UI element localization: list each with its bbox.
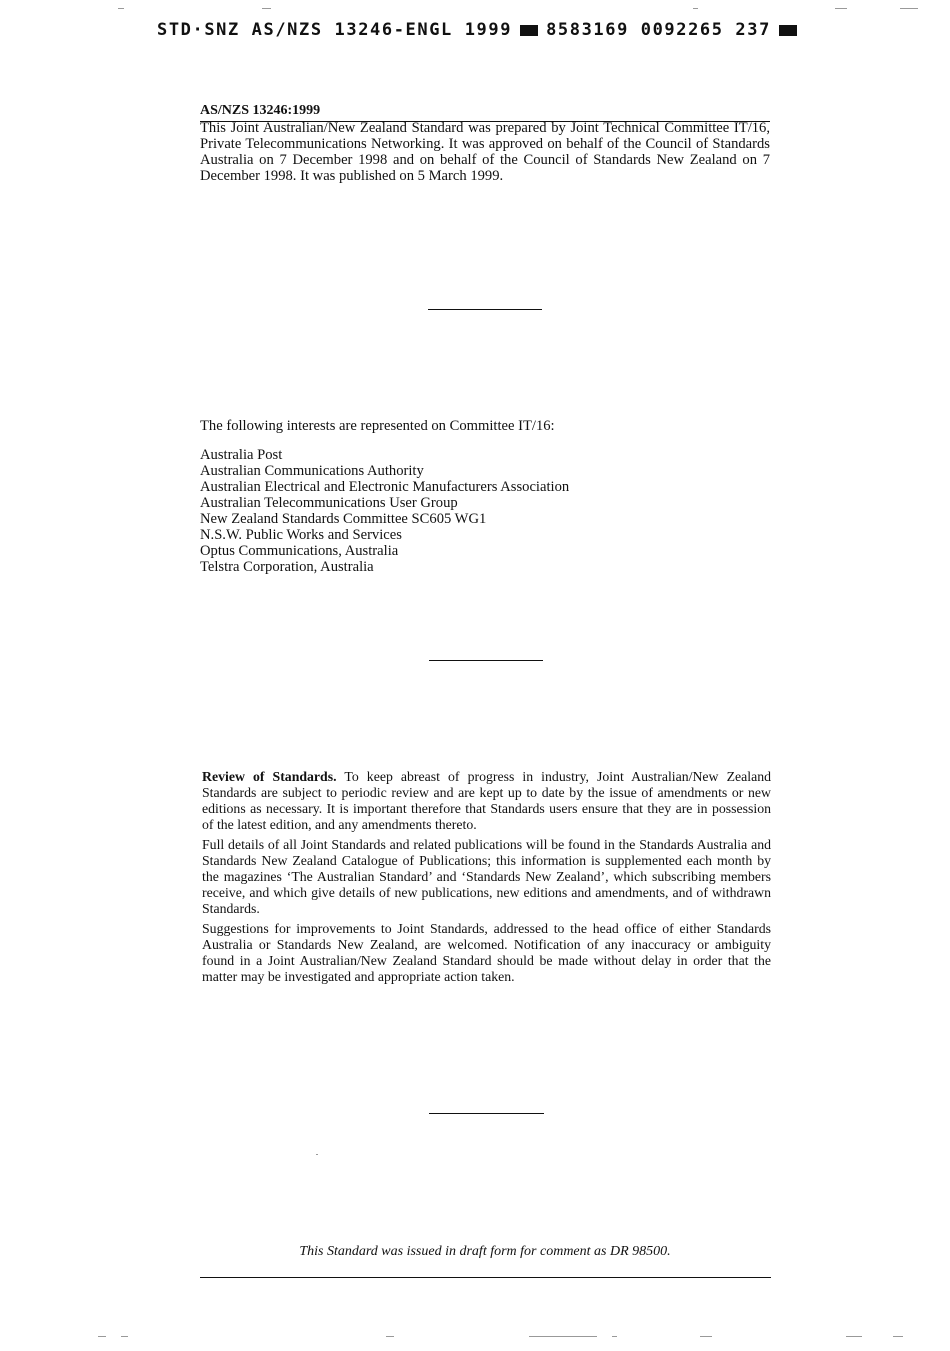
scan-speck [846, 1336, 862, 1337]
review-paragraph-1 [202, 769, 771, 833]
scan-header-left: STD·SNZ AS/NZS 13246-ENGL 1999 [157, 20, 513, 40]
preparation-statement: This Joint Australian/New Zealand Standard was prepared by Joint Technical Committee IT/16, Private Telecommunications Networking. It was approved on behalf of the Council of Standards Australia on 7 December 1998 and on behalf of the Council of Standards New Zealand on 7 December 1998. It was published on 5 March 1999. [200, 120, 770, 184]
review-paragraph-1-text: To keep abreast of progress in industry, Joint Australian/New Zealand Standards are subject to periodic review and are kept up to date by the issue of amendments or new editions as necessary. It is important therefore that Standards users ensure that they are in possession of the latest edition, and any amendments thereto. [202, 769, 772, 832]
section-divider-2 [429, 660, 543, 661]
committee-member: N.S.W. Public Works and Services [200, 527, 402, 543]
committee-member: Australian Telecommunications User Group [200, 495, 458, 511]
scan-speck [98, 1336, 106, 1337]
scan-speck [316, 1154, 318, 1155]
redaction-block-end [779, 25, 797, 36]
scan-speck [693, 8, 698, 9]
scan-speck [835, 8, 847, 9]
redaction-block [520, 25, 538, 36]
scan-speck [262, 8, 271, 9]
scan-speck [700, 1336, 712, 1337]
draft-note: This Standard was issued in draft form for comment as DR 98500. [299, 1244, 671, 1259]
committee-member-list [200, 447, 569, 575]
review-paragraph-2: Full details of all Joint Standards and related publications will be found in the Standards Australia and Standards New Zealand Catalogue of Publications; this information is supplemented each month by the magazines ‘The Australian Standard’ and ‘Standards New Zealand’, which subscribing members receive, and which give details of new publications, new editions and amendments, and of withdrawn Standards. [202, 837, 771, 916]
review-paragraph-3: Suggestions for improvements to Joint Standards, addressed to the head office of either Standards Australia or Standards New Zealand, are welcomed. Notification of any inaccuracy or ambiguity found in a Joint Australian/New Zealand Standard should be made without delay in order that the matter may be investigated and appropriate action taken. [202, 921, 771, 984]
committee-member: Australian Electrical and Electronic Manufacturers Association [200, 479, 570, 495]
scan-speck [612, 1336, 617, 1337]
committee-member: Optus Communications, Australia [200, 543, 399, 559]
scan-header [157, 20, 797, 40]
scan-header-right: 8583169 0092265 237 [546, 20, 771, 40]
footer-rule [200, 1277, 771, 1278]
scan-speck [900, 8, 918, 9]
scan-speck [386, 1336, 394, 1337]
scan-speck [529, 1336, 597, 1337]
committee-member: Australian Communications Authority [200, 463, 424, 479]
review-heading: Review of Standards. [202, 769, 337, 784]
committee-member: New Zealand Standards Committee SC605 WG1 [200, 511, 487, 527]
committee-member: Telstra Corporation, Australia [200, 559, 374, 575]
document-id: AS/NZS 13246:1999 [200, 103, 770, 122]
scan-speck [893, 1336, 903, 1337]
committee-member: Australia Post [200, 447, 283, 463]
scan-speck [118, 8, 124, 9]
section-divider-3 [429, 1113, 544, 1114]
committee-intro: The following interests are represented on Committee IT/16: [200, 418, 555, 434]
scan-speck [121, 1336, 128, 1337]
section-divider-1 [428, 309, 542, 310]
